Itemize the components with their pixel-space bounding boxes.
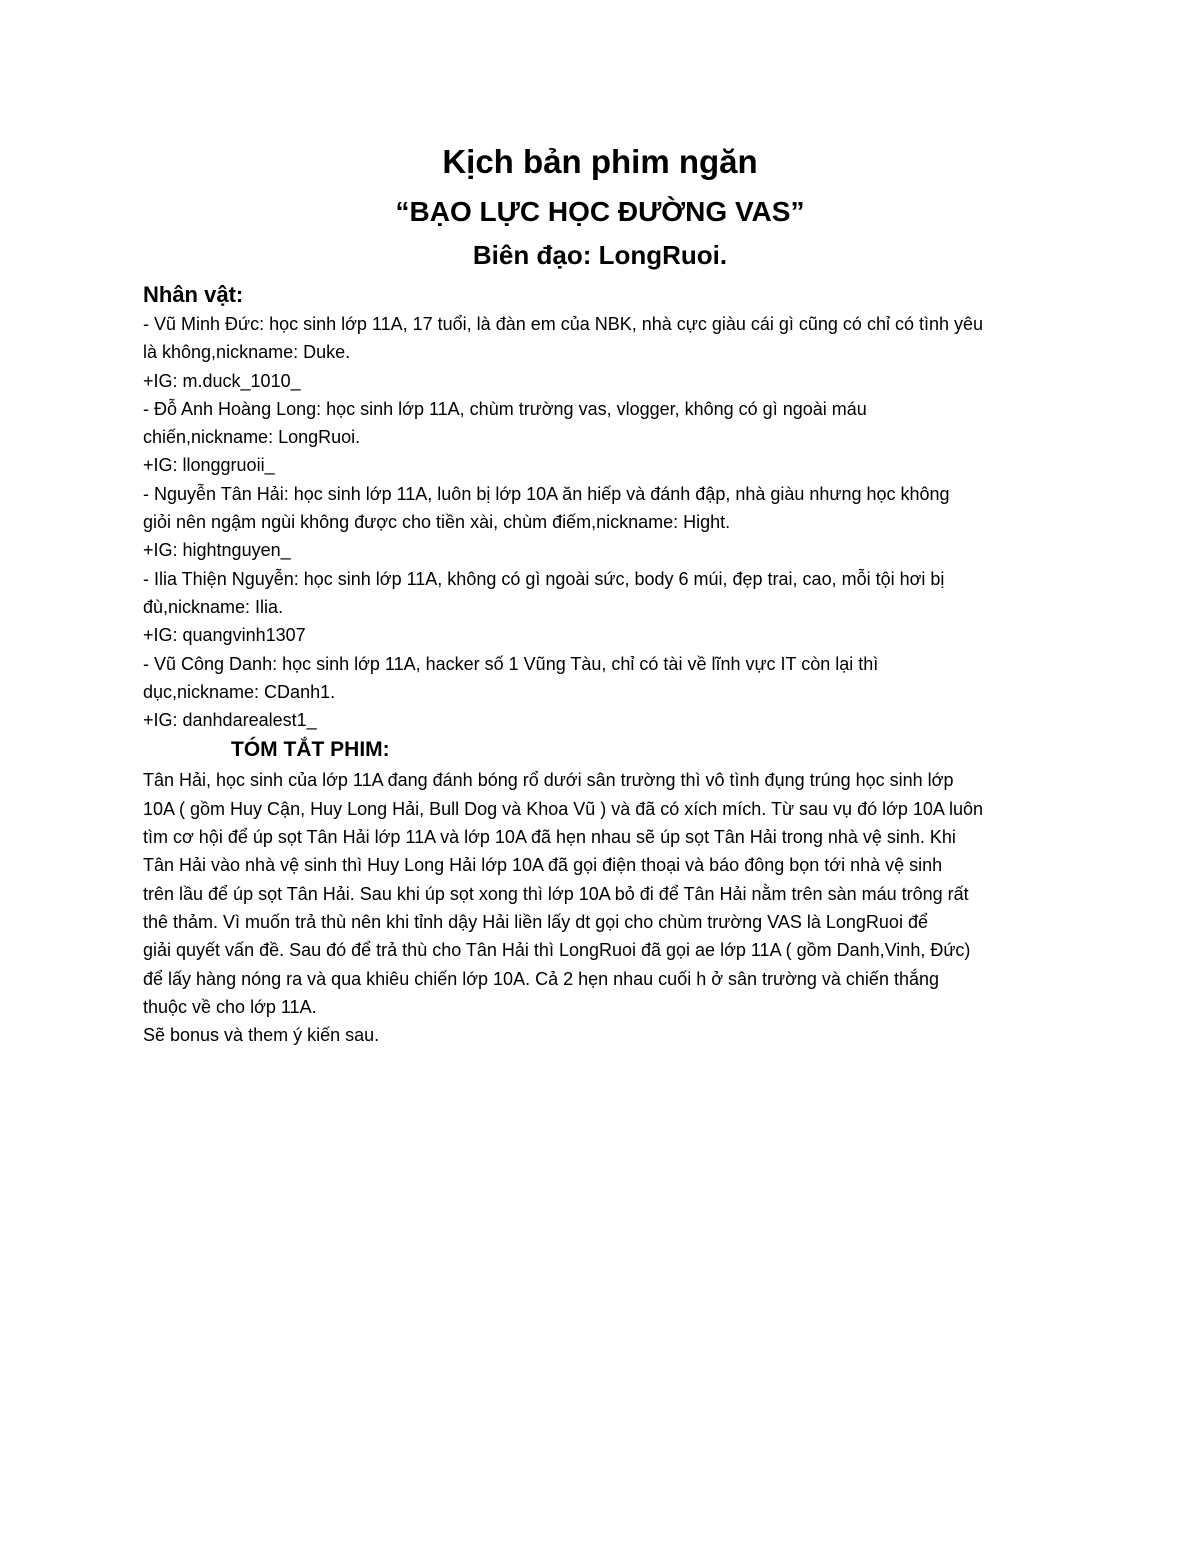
character-line: dục,nickname: CDanh1. <box>143 681 336 702</box>
film-title: “BẠO LỰC HỌC ĐƯỜNG VAS” <box>395 196 805 227</box>
character-ig-line: +IG: llonggruoii_ <box>143 455 275 476</box>
character-line: - Đỗ Anh Hoàng Long: học sinh lớp 11A, chùm trường vas, vlogger, không có gì ngoài máu <box>143 398 867 419</box>
summary-paragraph <box>143 766 1073 1049</box>
character-line: - Nguyễn Tân Hải: học sinh lớp 11A, luôn bị lớp 10A ăn hiếp và đánh đập, nhà giàu nhưng học không <box>143 483 950 504</box>
closing-note: Sẽ bonus và them ý kiến sau. <box>143 1025 380 1046</box>
summary-line: Tân Hải, học sinh của lớp 11A đang đánh bóng rổ dưới sân trường thì vô tình đụng trúng học sinh lớp <box>143 770 954 791</box>
characters-list <box>143 310 1073 734</box>
character-line: chiến,nickname: LongRuoi. <box>143 427 361 448</box>
summary-line: thê thảm. Vì muốn trả thù nên khi tỉnh dậy Hải liền lấy dt gọi cho chùm trường VAS là LongRuoi để <box>143 911 928 932</box>
summary-line: để lấy hàng nóng ra và qua khiêu chiến lớp 10A. Cả 2 hẹn nhau cuối h ở sân trường và chiến thắng <box>143 968 939 989</box>
character-ig-line: +IG: hightnguyen_ <box>143 540 291 561</box>
character-line: là không,nickname: Duke. <box>143 342 351 363</box>
summary-line: giải quyết vấn đề. Sau đó để trả thù cho Tân Hải thì LongRuoi đã gọi ae lớp 11A ( gồm Danh,Vinh, Đức) <box>143 940 971 961</box>
director-line: Biên đạo: LongRuoi. <box>472 240 728 270</box>
character-ig-line: +IG: m.duck_1010_ <box>143 370 301 391</box>
summary-line: Tân Hải vào nhà vệ sinh thì Huy Long Hải lớp 10A đã gọi điện thoại và báo đông bọn tới nhà vệ sinh <box>143 855 943 876</box>
character-line: giỏi nên ngậm ngùi không được cho tiền xài, chùm điếm,nickname: Hight. <box>143 512 731 533</box>
summary-line: thuộc về cho lớp 11A. <box>143 996 317 1017</box>
document-title: Kịch bản phim ngăn <box>442 143 758 180</box>
summary-line: tìm cơ hội để úp sọt Tân Hải lớp 11A và lớp 10A đã hẹn nhau sẽ úp sọt Tân Hải trong nhà vệ sinh. Khi <box>143 827 956 848</box>
character-line: - Ilia Thiện Nguyễn: học sinh lớp 11A, không có gì ngoài sức, body 6 múi, đẹp trai, cao, mỗi tội hơi bị <box>143 568 945 589</box>
character-ig-line: +IG: danhdarealest1_ <box>143 710 317 731</box>
summary-line: trên lầu để úp sọt Tân Hải. Sau khi úp sọt xong thì lớp 10A bỏ đi để Tân Hải nằm trên sàn máu trông rất <box>143 883 969 904</box>
document-body <box>143 280 1073 1049</box>
character-line: đù,nickname: Ilia. <box>143 596 284 617</box>
summary-line: 10A ( gồm Huy Cận, Huy Long Hải, Bull Dog và Khoa Vũ ) và đã có xích mích. Từ sau vụ đó lớp 10A luôn <box>143 798 983 819</box>
character-ig-line: +IG: quangvinh1307 <box>143 625 306 646</box>
summary-heading: TÓM TẮT PHIM: <box>231 738 390 762</box>
characters-heading: Nhân vật: <box>143 282 244 307</box>
character-line: - Vũ Minh Đức: học sinh lớp 11A, 17 tuổi, là đàn em của NBK, nhà cực giàu cái gì cũng có chỉ có tình yêu <box>143 314 984 334</box>
character-line: - Vũ Công Danh: học sinh lớp 11A, hacker số 1 Vũng Tàu, chỉ có tài về lĩnh vực IT còn lại thì <box>143 653 879 674</box>
